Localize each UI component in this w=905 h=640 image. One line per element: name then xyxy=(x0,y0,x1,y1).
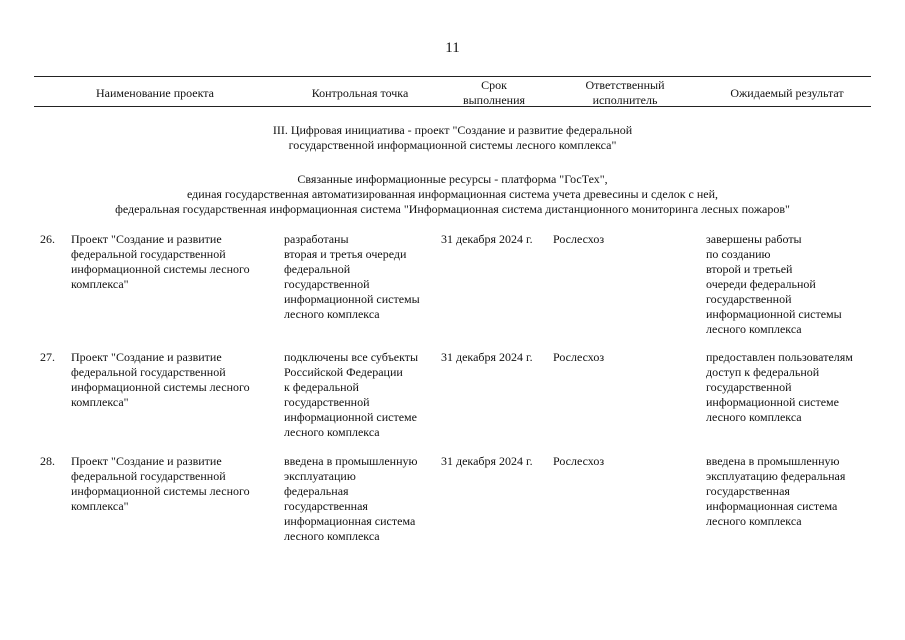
responsible-cell: Рослесхоз xyxy=(553,232,605,246)
cell-line: введена в промышленную xyxy=(284,454,418,468)
cell-line: информационной системы лесного xyxy=(71,484,250,498)
cell-line: введена в промышленную xyxy=(706,454,840,468)
cell-line: очереди федеральной xyxy=(706,277,816,291)
cell-line: Проект "Создание и развитие xyxy=(71,232,222,246)
header-responsible-line-1: Ответственный xyxy=(585,78,665,92)
page-number: 11 xyxy=(445,40,460,56)
cell-line: эксплуатацию xyxy=(284,469,356,483)
row-number: 26. xyxy=(40,232,55,246)
cell-line: информационной системы xyxy=(284,292,420,306)
related-resources-line: федеральная государственная информационная система "Информационная система дистанционного мониторинга лесных пожаров" xyxy=(115,202,790,216)
cell-line: государственной xyxy=(284,395,370,409)
cell-line: лесного комплекса xyxy=(706,410,802,424)
cell-line: информационной системе xyxy=(706,395,839,409)
responsible-cell: Рослесхоз xyxy=(553,350,605,364)
cell-line: информационной системы лесного xyxy=(71,380,250,394)
section-title xyxy=(0,123,905,153)
cell-line: эксплуатацию федеральная xyxy=(706,469,846,483)
cell-line: Проект "Создание и развитие xyxy=(71,454,222,468)
header-deadline-line-1: Срок xyxy=(481,78,507,92)
header-checkpoint: Контрольная точка xyxy=(311,86,409,100)
project-name-cell xyxy=(71,454,276,514)
cell-line: федеральной xyxy=(284,262,351,276)
cell-line: информационная система xyxy=(706,499,838,513)
cell-line: лесного комплекса xyxy=(284,529,380,543)
cell-line: подключены все субъекты xyxy=(284,350,419,364)
responsible-cell: Рослесхоз xyxy=(553,454,605,468)
expected-result-cell xyxy=(706,350,871,425)
cell-line: лесного комплекса xyxy=(706,514,802,528)
cell-line: федеральная xyxy=(284,484,349,498)
header-expected-result: Ожидаемый результат xyxy=(730,86,844,100)
deadline-cell: 31 декабря 2024 г. xyxy=(441,350,533,364)
cell-line: федеральной государственной xyxy=(71,469,226,483)
cell-line: информационная система xyxy=(284,514,416,528)
cell-line: комплекса" xyxy=(71,277,129,291)
cell-line: предоставлен пользователям xyxy=(706,350,853,364)
header-deadline xyxy=(450,78,538,108)
cell-line: комплекса" xyxy=(71,395,129,409)
cell-line: комплекса" xyxy=(71,499,129,513)
cell-line: разработаны xyxy=(284,232,349,246)
cell-line: государственной xyxy=(284,277,370,291)
section-title-line: государственной информационной системы лесного комплекса" xyxy=(288,138,617,152)
cell-line: вторая и третья очереди xyxy=(284,247,407,261)
cell-line: Проект "Создание и развитие xyxy=(71,350,222,364)
header-project-name: Наименование проекта xyxy=(95,86,215,100)
expected-result-cell xyxy=(706,454,871,529)
cell-line: государственной xyxy=(706,380,792,394)
section-title-line: III. Цифровая инициатива - проект "Создание и развитие федеральной xyxy=(272,123,633,137)
header-responsible-line-2: исполнитель xyxy=(592,93,658,107)
expected-result-cell xyxy=(706,232,871,337)
header-responsible xyxy=(570,78,680,108)
cell-line: лесного комплекса xyxy=(284,425,380,439)
cell-line: федеральной государственной xyxy=(71,365,226,379)
project-name-cell xyxy=(71,232,276,292)
checkpoint-cell xyxy=(284,454,434,544)
checkpoint-cell xyxy=(284,232,434,322)
cell-line: по созданию xyxy=(706,247,771,261)
cell-line: второй и третьей xyxy=(706,262,793,276)
checkpoint-cell xyxy=(284,350,434,440)
deadline-cell: 31 декабря 2024 г. xyxy=(441,232,533,246)
cell-line: информационной системы лесного xyxy=(71,262,250,276)
cell-line: доступ к федеральной xyxy=(706,365,820,379)
cell-line: федеральной государственной xyxy=(71,247,226,261)
deadline-cell: 31 декабря 2024 г. xyxy=(441,454,533,468)
related-resources-line: Связанные информационные ресурсы - платформа "ГосТех", xyxy=(297,172,608,186)
cell-line: государственная xyxy=(706,484,790,498)
related-resources-line: единая государственная автоматизированная информационная система учета древесины и сделок с ней, xyxy=(186,187,719,201)
cell-line: государственной xyxy=(706,292,792,306)
project-name-cell xyxy=(71,350,276,410)
header-deadline-line-2: выполнения xyxy=(462,93,526,107)
row-number: 28. xyxy=(40,454,55,468)
cell-line: информационной системы xyxy=(706,307,842,321)
related-resources xyxy=(0,172,905,217)
cell-line: государственная xyxy=(284,499,368,513)
cell-line: завершены работы xyxy=(706,232,802,246)
row-number: 27. xyxy=(40,350,55,364)
cell-line: к федеральной xyxy=(284,380,359,394)
cell-line: Российской Федерации xyxy=(284,365,403,379)
cell-line: лесного комплекса xyxy=(284,307,380,321)
cell-line: информационной системе xyxy=(284,410,417,424)
cell-line: лесного комплекса xyxy=(706,322,802,336)
header-top-rule xyxy=(34,76,871,77)
